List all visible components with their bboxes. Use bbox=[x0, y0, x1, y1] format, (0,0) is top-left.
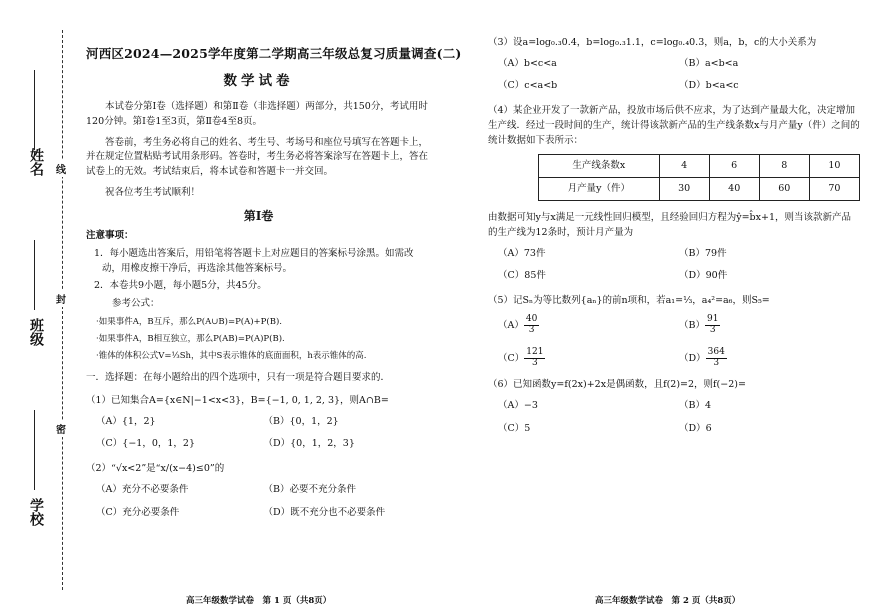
denominator: 3 bbox=[532, 357, 538, 368]
option-label: （B） bbox=[679, 319, 705, 331]
option-a: （A）{1，2} bbox=[96, 415, 156, 427]
seal-cut-line bbox=[62, 30, 63, 590]
numerator: 121 bbox=[526, 346, 544, 357]
formula-1: ·如果事件A，B互斥，那么P(A∪B)=P(A)+P(B). bbox=[96, 316, 282, 327]
question-4-stem: （4）某企业开发了一款新产品，投放市场后供不应求，为了达到产量最大化，决定增加生产线．经过一段时间的生产，统计得该款新产品的生产线条数x与月产量y（件）之间的统计数据如下表所示： bbox=[488, 105, 860, 146]
data-table bbox=[538, 154, 860, 201]
table-cell: 30 bbox=[659, 178, 709, 201]
question-3-stem: （3）设a=log₀.₃0.4，b=log₀.₃1.1，c=log₀.₄0.3，则a，b，c的大小关系为 bbox=[488, 37, 817, 48]
intro-paragraph: 答卷前，考生务必将自己的姓名、考生号、考场号和座位号填写在答题卡上，并在规定位置粘贴考试用条形码。答卷时，考生务必将答案涂写在答题卡上，答在试卷上的无效。考试结束后，将本试卷和答题卡一并交回。 bbox=[86, 136, 429, 178]
option-b: （B）必要不充分条件 bbox=[263, 483, 356, 495]
fraction bbox=[706, 348, 727, 369]
question-6-stem: （6）已知函数y=f(2x)+2x是偶函数，且f(2)=2，则f(−2)= bbox=[488, 379, 746, 391]
fraction bbox=[524, 315, 539, 336]
notes-title: 注意事项： bbox=[86, 230, 134, 242]
page-1 bbox=[86, 40, 462, 530]
class-label: 班级 bbox=[28, 318, 44, 346]
option-d bbox=[679, 348, 860, 369]
table-cell: 6 bbox=[709, 155, 759, 178]
part-1-title: 第Ⅰ卷 bbox=[243, 208, 274, 223]
name-line bbox=[34, 70, 35, 150]
formula-3: ·锥体的体积公式V=⅓Sh，其中S表示锥体的底面面积，h表示锥体的高. bbox=[96, 351, 367, 362]
seal-mark-secret: 密 bbox=[56, 420, 66, 437]
fraction bbox=[705, 315, 720, 336]
option-c: （C）5 bbox=[498, 422, 531, 434]
question-3-options bbox=[498, 57, 860, 94]
table-header-x: 生产线条数x bbox=[539, 155, 660, 178]
table-row bbox=[539, 155, 860, 178]
good-luck: 祝各位考生考试顺利！ bbox=[105, 186, 201, 198]
table-cell: 40 bbox=[709, 178, 759, 201]
question-5-stem: （5）记Sₙ为等比数列{aₙ}的前n项和，若a₁=⅓，a₄²=a₆，则S₅= bbox=[488, 295, 770, 307]
option-a: （A）充分不必要条件 bbox=[96, 483, 189, 495]
option-a bbox=[498, 315, 679, 336]
school-label: 学校 bbox=[28, 498, 44, 526]
seal-mark-line: 线 bbox=[56, 160, 66, 177]
question-1-stem: （1）已知集合A={x∈N|−1<x<3}，B={−1, 0, 1, 2, 3}，则A∩B= bbox=[86, 395, 389, 407]
option-a: （A）73件 bbox=[498, 247, 546, 259]
page-2-footer: 高三年级数学试卷 第 2 页（共8页） bbox=[595, 596, 741, 606]
option-c bbox=[498, 348, 679, 369]
table-cell: 60 bbox=[759, 178, 809, 201]
option-b: （B）{0，1，2} bbox=[263, 415, 339, 427]
question-6-options bbox=[498, 399, 860, 436]
table-row bbox=[539, 178, 860, 201]
numerator: 91 bbox=[706, 313, 719, 324]
denominator: 3 bbox=[713, 357, 720, 368]
option-d: （D）90件 bbox=[679, 270, 728, 282]
question-2-stem: （2）“√x<2”是“x/(x−4)≤0”的 bbox=[86, 463, 225, 475]
table-cell: 4 bbox=[659, 155, 709, 178]
option-label: （A） bbox=[498, 319, 524, 331]
option-b bbox=[679, 315, 860, 336]
question-2-options bbox=[96, 483, 431, 520]
exam-title: 河西区2024—2025学年度第二学期高三年级总复习质量调查(二) bbox=[86, 46, 462, 61]
option-c: （C）{−1，0，1，2} bbox=[96, 438, 195, 450]
option-d: （D）既不充分也不必要条件 bbox=[263, 506, 386, 518]
name-label: 姓名 bbox=[28, 148, 44, 176]
option-c: （C）充分必要条件 bbox=[96, 506, 180, 518]
exam-subject: 数学试卷 bbox=[223, 73, 294, 90]
option-label: （C） bbox=[498, 352, 525, 364]
numerator: 364 bbox=[707, 346, 725, 357]
question-4-options bbox=[498, 247, 860, 284]
option-a: （A）−3 bbox=[498, 400, 538, 412]
table-cell: 10 bbox=[809, 155, 859, 178]
option-d: （D）{0，1，2，3} bbox=[263, 438, 355, 450]
denominator: 3 bbox=[528, 324, 535, 335]
intro-paragraph: 本试卷分第Ⅰ卷（选择题）和第Ⅱ卷（非选择题）两部分，共150分，考试用时120分钟。第Ⅰ卷1至3页，第Ⅱ卷4至8页。 bbox=[86, 101, 428, 128]
option-b: （B）4 bbox=[679, 400, 712, 412]
question-5-options bbox=[498, 315, 860, 369]
table-cell: 8 bbox=[759, 155, 809, 178]
table-cell: 70 bbox=[809, 178, 859, 201]
option-a: （A）b<c<a bbox=[498, 57, 557, 69]
binding-strip bbox=[0, 0, 72, 615]
option-b: （B）a<b<a bbox=[679, 57, 739, 69]
option-b: （B）79件 bbox=[679, 247, 727, 259]
question-1-options bbox=[96, 415, 431, 452]
fraction bbox=[524, 348, 545, 369]
page-1-footer: 高三年级数学试卷 第 1 页（共8页） bbox=[186, 596, 332, 606]
class-line bbox=[34, 240, 35, 310]
school-line bbox=[34, 410, 35, 490]
table-header-y: 月产量y（件） bbox=[539, 178, 660, 201]
page-2 bbox=[488, 36, 860, 447]
option-label: （D） bbox=[679, 352, 706, 364]
denominator: 3 bbox=[709, 324, 716, 335]
option-d: （D）b<a<c bbox=[679, 80, 739, 92]
formula-title: 参考公式： bbox=[112, 298, 160, 310]
seal-mark-seal: 封 bbox=[56, 290, 66, 307]
numerator: 40 bbox=[525, 313, 538, 324]
question-4-continuation: 由数据可知y与x满足一元线性回归模型，且经验回归方程为ŷ=b̂x+1，则当该款新产品的生产线为12条时，预计月产量为 bbox=[488, 212, 851, 239]
formula-2: ·如果事件A，B相互独立，那么P(AB)=P(A)P(B). bbox=[96, 333, 285, 344]
note-2: 2．本卷共9小题，每小题5分，共45分。 bbox=[94, 280, 267, 292]
option-c: （C）85件 bbox=[498, 270, 546, 282]
option-c: （C）c<a<b bbox=[498, 80, 558, 92]
option-d: （D）6 bbox=[679, 422, 712, 434]
section-heading: 一．选择题：在每小题给出的四个选项中，只有一项是符合题目要求的． bbox=[86, 372, 391, 384]
note-1: 1．每小题选出答案后，用铅笔将答题卡上对应题目的答案标号涂黑。如需改动，用橡皮擦干净后，再选涂其他答案标号。 bbox=[94, 247, 414, 274]
